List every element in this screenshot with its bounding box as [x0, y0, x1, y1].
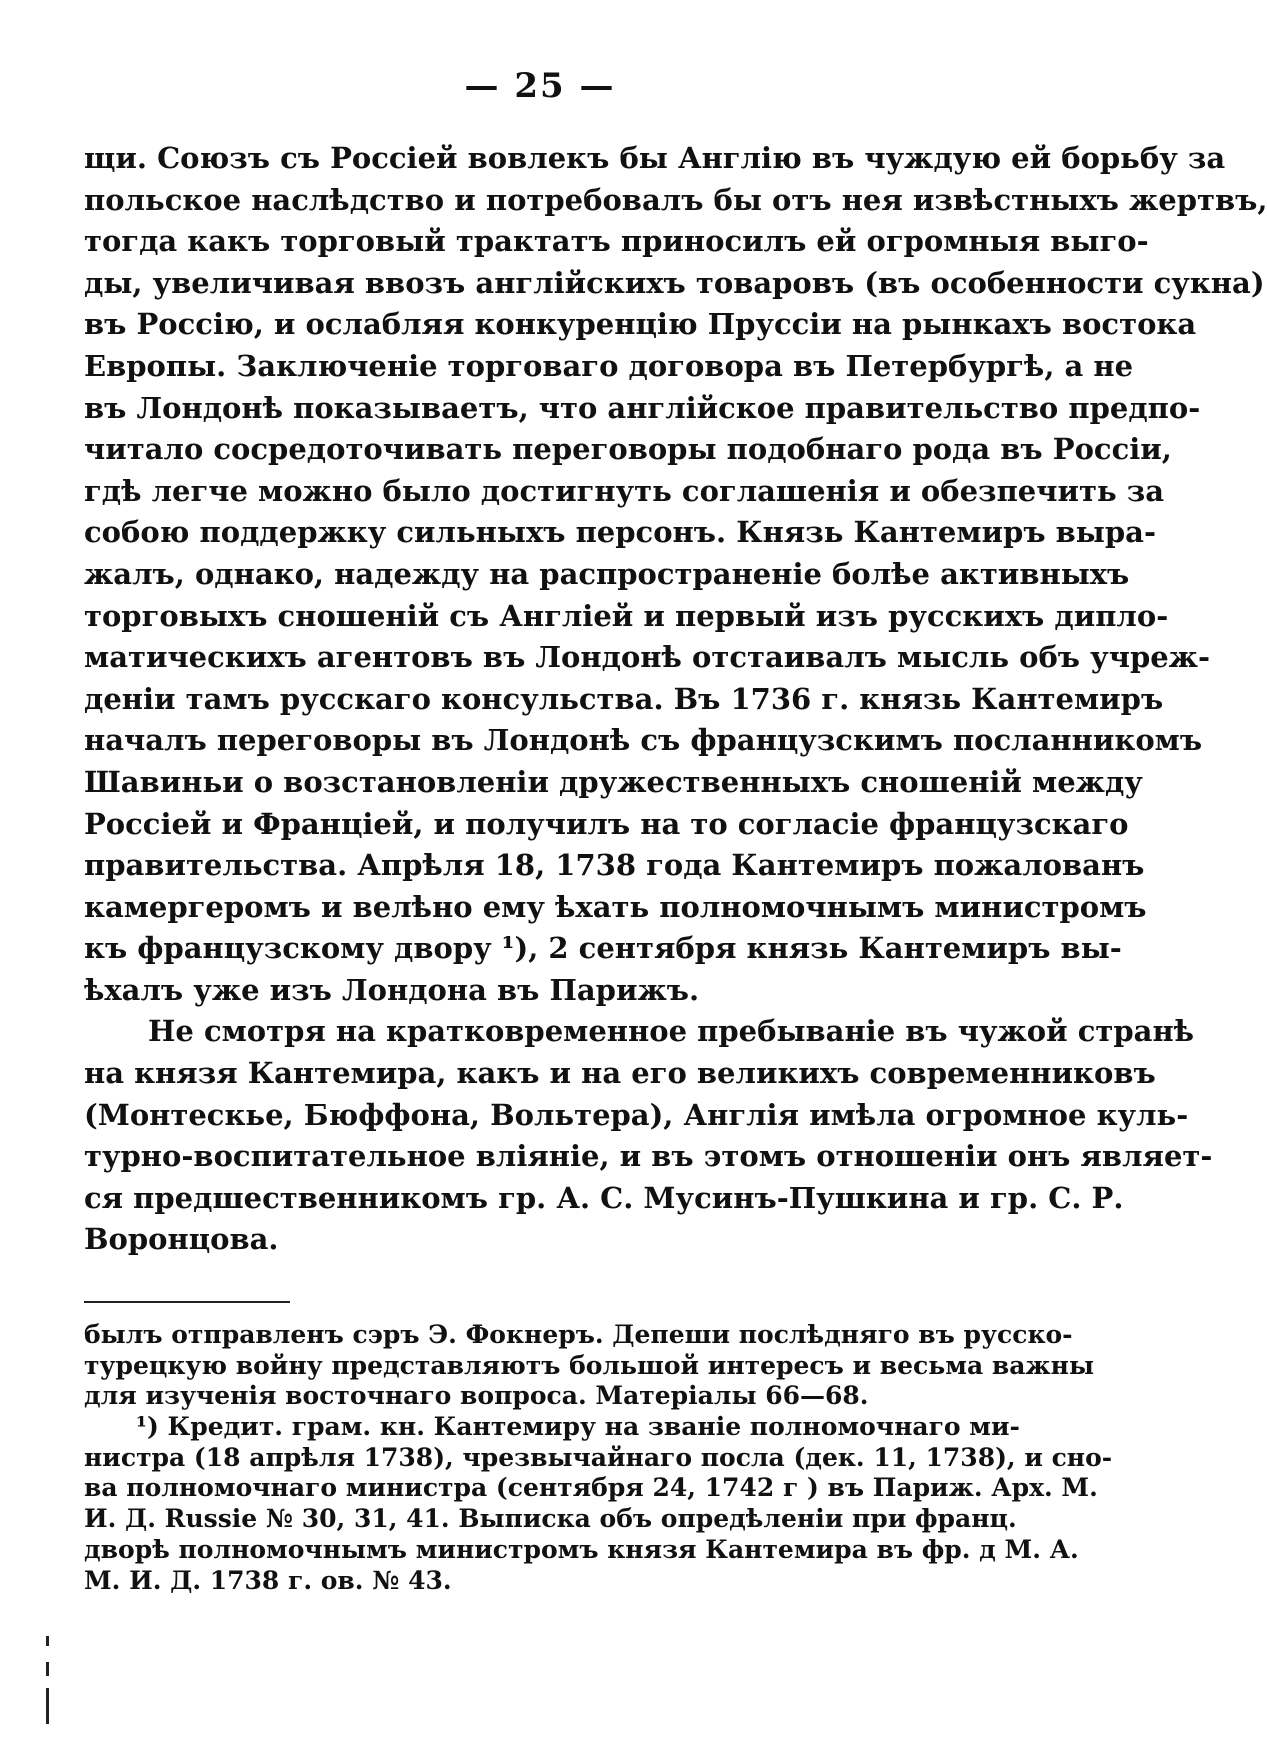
footnote-line: турецкую войну представляютъ большой интересъ и весьма важны [84, 1350, 1095, 1380]
text-line: правительства. Апрѣля 18, 1738 года Кантемиръ пожалованъ [84, 848, 1145, 883]
margin-scan-marks [44, 1636, 52, 1726]
text-line: турно-воспитательное вліяніе, и въ этомъ отношеніи онъ являет- [84, 1139, 1213, 1174]
text-line: собою поддержку сильныхъ персонъ. Князь Кантемиръ выра- [84, 515, 1156, 550]
text-line: ся предшественникомъ гр. А. С. Мусинъ-Пушкина и гр. С. Р. [84, 1180, 1124, 1215]
text-line: ды, увеличивая ввозъ англійскихъ товаровъ (въ особенности сукна) [84, 265, 1265, 300]
footnote-line: для изученія восточнаго вопроса. Матеріалы 66—68. [84, 1381, 869, 1411]
text-line: Шавиньи о возстановленіи дружественныхъ сношеній между [84, 764, 1143, 799]
footnotes [84, 1320, 1113, 1596]
text-line: Не смотря на кратковременное пребываніе въ чужой странѣ [148, 1014, 1195, 1049]
text-line: въ Россію, и ослабляя конкуренцію Пруссіи на рынкахъ востока [84, 307, 1197, 342]
footnote-line: дворѣ полномочнымъ министромъ князя Кантемира въ фр. д М. А. [84, 1534, 1079, 1564]
text-line: матическихъ агентовъ въ Лондонѣ отстаивалъ мысль объ учреж- [84, 640, 1210, 675]
text-line: польское наслѣдство и потребовалъ бы отъ нея извѣстныхъ жертвъ, [84, 182, 1267, 217]
text-line: Европы. Заключеніе торговаго договора въ Петербургѣ, а не [84, 348, 1134, 383]
footnote-line: И. Д. Russie № 30, 31, 41. Выписка объ опредѣленіи при франц. [84, 1504, 1017, 1534]
footnote-line: нистра (18 апрѣля 1738), чрезвычайнаго посла (дек. 11, 1738), и сно- [84, 1442, 1113, 1472]
text-line: торговыхъ сношеній съ Англіей и первый изъ русскихъ дипло- [84, 598, 1169, 633]
footnote-line: М. И. Д. 1738 г. ов. № 43. [84, 1565, 452, 1595]
text-line: щи. Союзъ съ Россіей вовлекъ бы Англію въ чуждую ей борьбу за [84, 141, 1226, 175]
footnote-divider [84, 1301, 290, 1303]
text-line: деніи тамъ русскаго консульства. Въ 1736 г. князь Кантемиръ [84, 681, 1164, 716]
text-line: камергеромъ и велѣно ему ѣхать полномочнымъ министромъ [84, 889, 1147, 924]
text-line: началъ переговоры въ Лондонѣ съ французскимъ посланникомъ [84, 723, 1203, 758]
text-line: жалъ, однако, надежду на распространеніе болѣе активныхъ [84, 556, 1130, 591]
text-line: Воронцова. [84, 1222, 279, 1257]
text-line: (Монтескье, Бюффона, Вольтера), Англія имѣла огромное куль- [84, 1097, 1189, 1132]
footnote-line: ва полномочнаго министра (сентября 24, 1742 г ) въ Париж. Арх. М. [84, 1473, 1098, 1503]
text-line: къ французскому двору ¹), 2 сентября князь Кантемиръ вы- [84, 931, 1122, 966]
text-line: гдѣ легче можно было достигнуть соглашенія и обезпечить за [84, 473, 1165, 508]
footnote-line: былъ отправленъ сэръ Э. Фокнеръ. Депеши послѣдняго въ русско- [84, 1320, 1073, 1349]
scan-mark [46, 1688, 49, 1724]
text-line: ѣхалъ уже изъ Лондона въ Парижъ. [84, 972, 700, 1007]
footnote-line: ¹) Кредит. грам. кн. Кантемиру на званіе полномочнаго ми- [136, 1412, 1020, 1442]
text-line: на князя Кантемира, какъ и на его великихъ современниковъ [84, 1056, 1156, 1091]
text-line: читало сосредоточивать переговоры подобнаго рода въ Россіи, [84, 432, 1172, 467]
text-line: Россіей и Франціей, и получилъ на то согласіе французскаго [84, 806, 1129, 841]
main-text [84, 138, 1267, 1261]
scan-mark [46, 1636, 49, 1646]
text-line: тогда какъ торговый трактатъ приносилъ ей огромныя выго- [84, 224, 1149, 259]
page-number: — 25 — [464, 66, 616, 106]
scan-mark [46, 1662, 49, 1676]
text-line: въ Лондонѣ показываетъ, что англійское правительство предпо- [84, 390, 1201, 425]
